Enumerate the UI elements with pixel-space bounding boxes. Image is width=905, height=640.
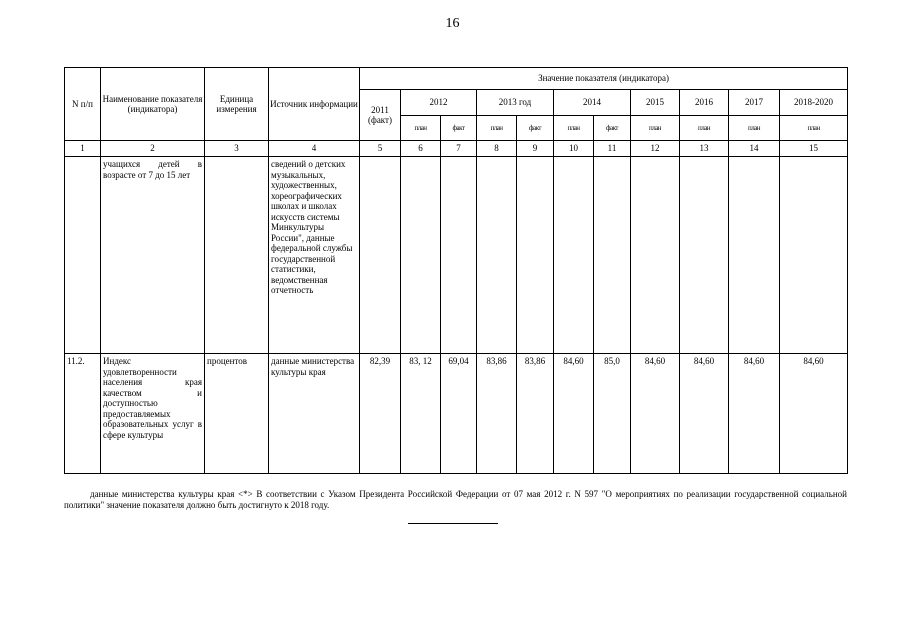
row-value: 84,60 [780,354,848,474]
header-year-2012: 2012 [401,90,477,116]
header-year-2013: 2013 год [477,90,554,116]
header-sub-plan: план [680,116,729,141]
column-numbers-row [65,141,848,157]
row-value [631,157,680,354]
column-number: 13 [680,141,729,157]
header-sub-plan: план [401,116,441,141]
row-value [780,157,848,354]
row-value [680,157,729,354]
row-name: учащихся детей в возрасте от 7 до 15 лет [101,157,205,354]
header-sub-fact: факт [441,116,477,141]
column-number: 5 [360,141,401,157]
row-value [477,157,517,354]
header-year-2014: 2014 [554,90,631,116]
header-source: Источник информации [269,68,360,141]
header-sub-plan: план [780,116,848,141]
header-value-group: Значение показателя (индикатора) [360,68,848,90]
header-sub-plan: план [477,116,517,141]
row-value [729,157,780,354]
row-source: данные министерства культуры края [269,354,360,474]
header-unit: Единица измерения [205,68,269,141]
row-value: 84,60 [680,354,729,474]
divider [408,523,498,524]
row-value: 85,0 [594,354,631,474]
header-year-2017: 2017 [729,90,780,116]
column-number: 12 [631,141,680,157]
column-number: 10 [554,141,594,157]
row-value: 84,60 [631,354,680,474]
column-number: 8 [477,141,517,157]
table-row [65,157,848,354]
column-number: 9 [517,141,554,157]
header-sub-fact: факт [517,116,554,141]
column-number: 4 [269,141,360,157]
row-value: 69,04 [441,354,477,474]
header-year-2015: 2015 [631,90,680,116]
table-row [65,354,848,474]
row-value [594,157,631,354]
row-name: Индекс удовлетворенности населения края качеством и доступностью предоставляемых образовательных услуг в сфере культуры [101,354,205,474]
row-value [360,157,401,354]
header-sub-plan: план [631,116,680,141]
row-unit [205,157,269,354]
row-num [65,157,101,354]
row-value [517,157,554,354]
footnote: данные министерства культуры края <*> В соответствии с Указом Президента Российской Федерации от 07 мая 2012 г. N 597 "О мероприятиях по реализации государственной социальной политики" значение показателя должно быть достигнуто к 2018 году. [64,489,847,510]
column-number: 2 [101,141,205,157]
row-value [401,157,441,354]
row-value [441,157,477,354]
row-value [554,157,594,354]
header-year-2016: 2016 [680,90,729,116]
row-value: 83,86 [477,354,517,474]
column-number: 3 [205,141,269,157]
column-number: 15 [780,141,848,157]
row-num: 11.2. [65,354,101,474]
row-source: сведений о детских музыкальных, художественных, хореографических школах и школах искусств системы Минкультуры России", данные федеральной службы государственной статистики, ведомственная отчетность [269,157,360,354]
header-num: N п/п [65,68,101,141]
header-sub-fact: факт [594,116,631,141]
page-number: 16 [445,16,460,31]
header-year-2018-2020: 2018-2020 [780,90,848,116]
row-value: 82,39 [360,354,401,474]
row-value: 84,60 [554,354,594,474]
row-value: 83, 12 [401,354,441,474]
column-number: 1 [65,141,101,157]
column-number: 7 [441,141,477,157]
row-value: 83,86 [517,354,554,474]
column-number: 11 [594,141,631,157]
header-year-2011: 2011 (факт) [360,90,401,141]
header-name: Наименование показателя (индикатора) [101,68,205,141]
column-number: 6 [401,141,441,157]
header-sub-plan: план [554,116,594,141]
row-value: 84,60 [729,354,780,474]
column-number: 14 [729,141,780,157]
row-unit: процентов [205,354,269,474]
header-sub-plan: план [729,116,780,141]
indicator-table [64,67,848,474]
